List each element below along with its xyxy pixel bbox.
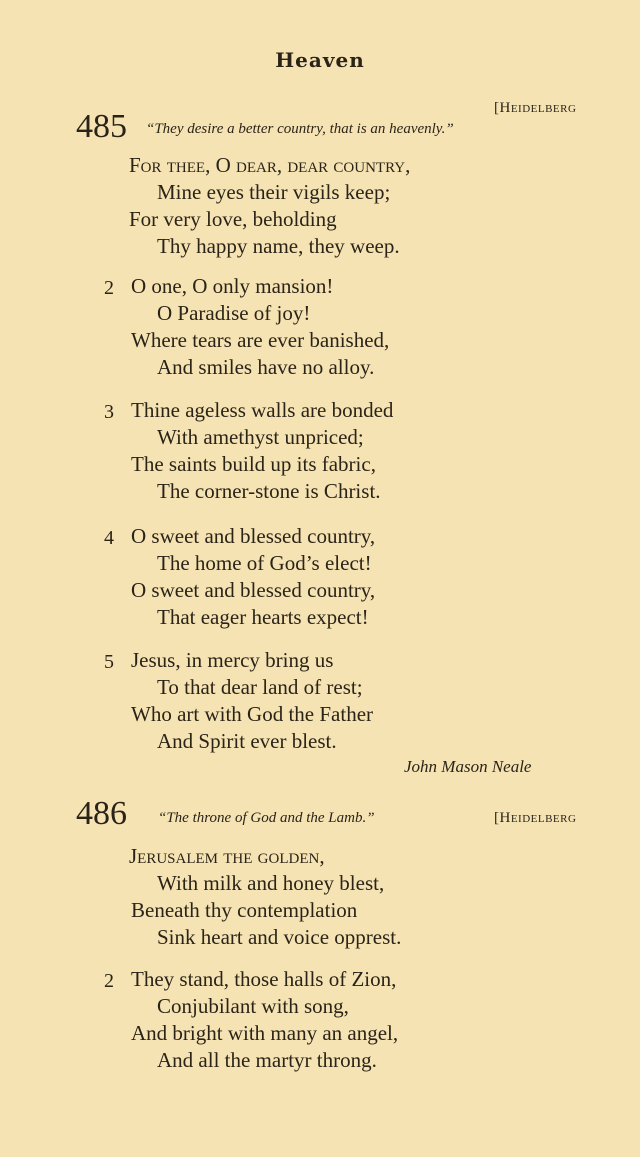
verse-line: And smiles have no alloy. [157,355,375,379]
stanza-number: 4 [104,527,114,549]
verse-line: The home of God’s elect! [157,551,372,575]
verse-line: For thee, O dear, dear country, [129,153,411,177]
verse-line: O sweet and blessed country, [131,578,376,602]
verse-line: Where tears are ever banished, [131,328,390,352]
tune-name: [Heidelberg [494,100,577,116]
verse-line: O Paradise of joy! [157,301,311,325]
verse-line: With amethyst unpriced; [157,425,364,449]
epigraph: “The throne of God and the Lamb.” [158,810,375,826]
hymn-number: 485 [76,108,127,145]
stanza-number: 2 [104,970,114,992]
hymn-number: 486 [76,795,127,832]
verse-line: Jesus, in mercy bring us [131,648,334,672]
page-title: Heaven [275,48,365,72]
verse-line: O one, O only mansion! [131,274,334,298]
epigraph: “They desire a better country, that is an heavenly.” [146,121,454,137]
verse-line: And all the martyr throng. [157,1048,377,1072]
verse-line: O sweet and blessed country, [131,524,376,548]
verse-line: Jerusalem the golden, [129,844,325,868]
verse-line: Sink heart and voice opprest. [157,925,402,949]
stanza-number: 5 [104,651,114,673]
tune-name: [Heidelberg [494,810,577,826]
verse-line: Who art with God the Father [131,702,374,726]
stanza-number: 2 [104,277,114,299]
verse-line: Mine eyes their vigils keep; [157,180,391,204]
verse-line: And bright with many an angel, [131,1021,399,1045]
verse-line: For very love, beholding [129,207,337,231]
verse-line: Beneath thy contemplation [131,898,358,922]
verse-line: Thine ageless walls are bonded [131,398,394,422]
verse-line: Thy happy name, they weep. [157,234,400,258]
verse-line: That eager hearts expect! [157,605,369,629]
verse-line: Conjubilant with song, [157,994,349,1018]
verse-line: With milk and honey blest, [157,871,385,895]
verse-line: And Spirit ever blest. [157,729,337,753]
verse-line: The saints build up its fabric, [131,452,376,476]
verse-line: The corner-stone is Christ. [157,479,381,503]
verse-line: They stand, those halls of Zion, [131,967,397,991]
verse-line: To that dear land of rest; [157,675,363,699]
author-credit: John Mason Neale [404,757,532,776]
stanza-number: 3 [104,401,114,423]
